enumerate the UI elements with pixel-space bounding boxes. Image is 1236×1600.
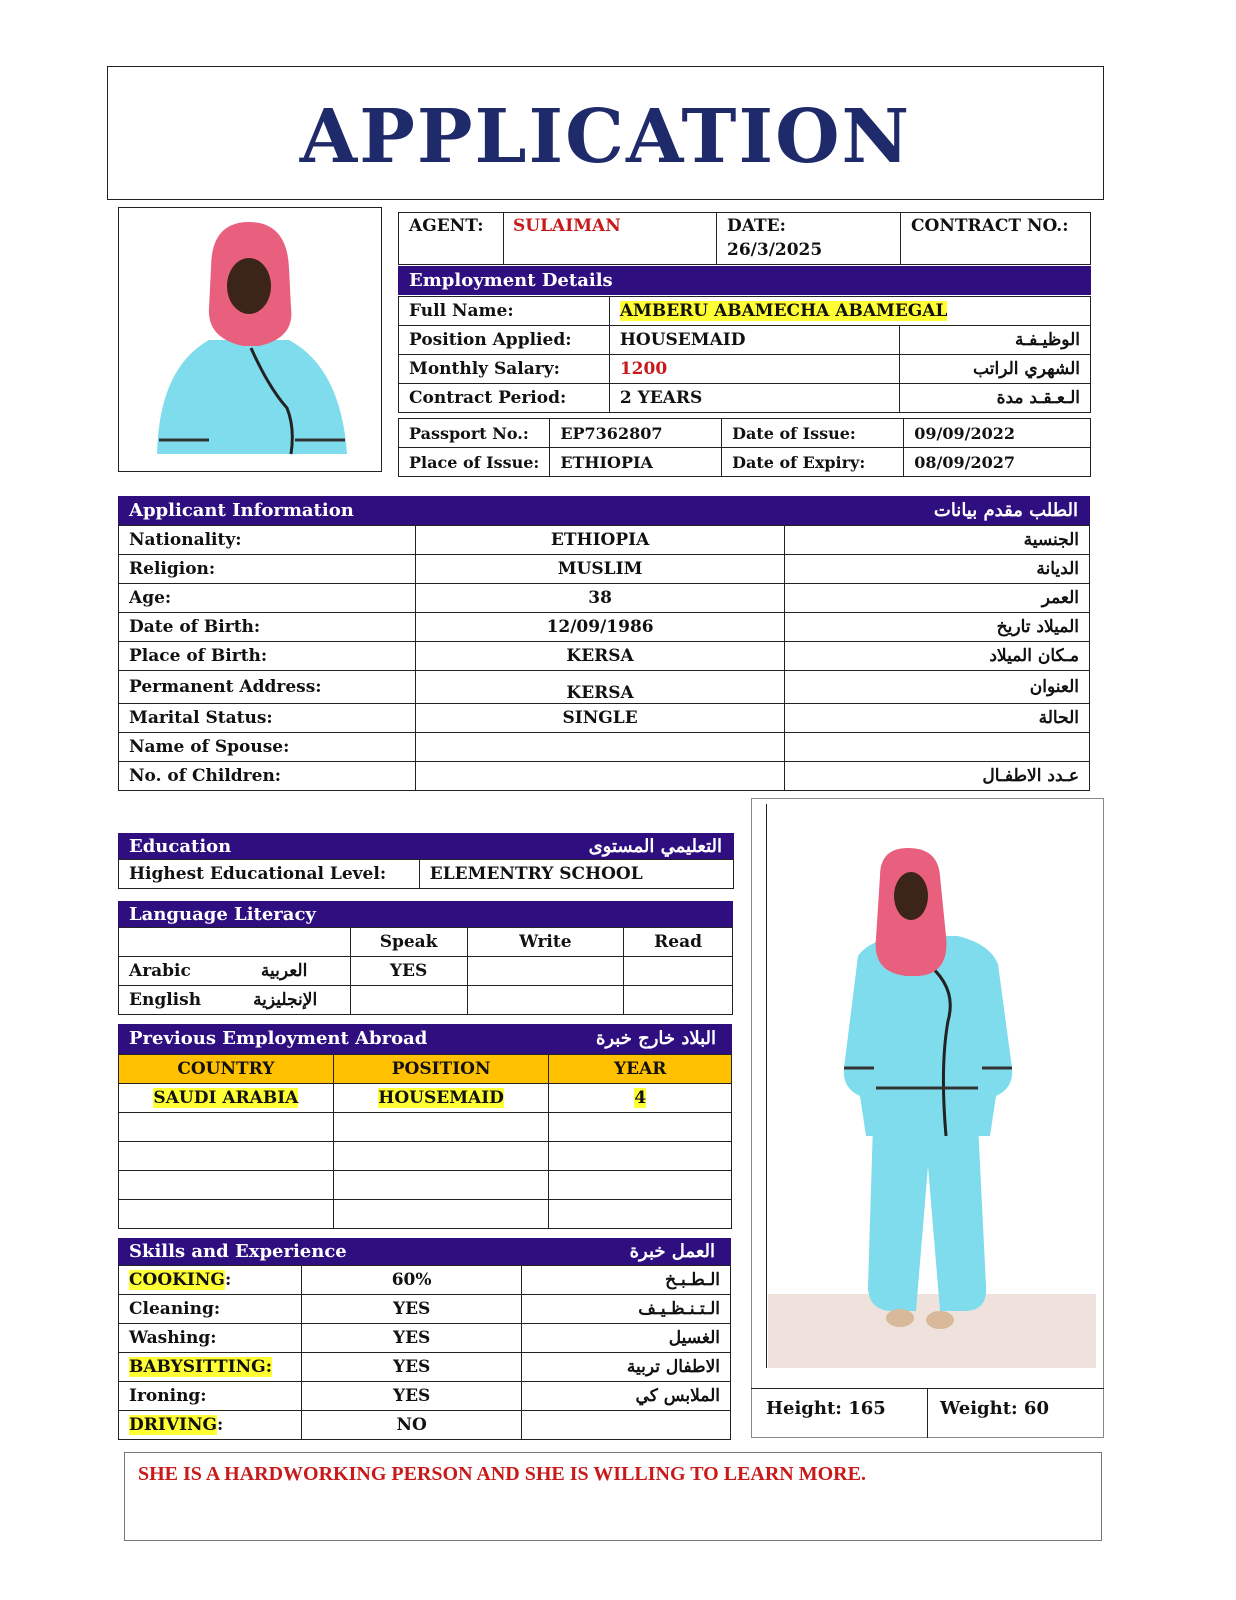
table-row <box>119 1382 731 1411</box>
date-of-issue-value: 09/09/2022 <box>904 419 1091 448</box>
employment-label: Full Name: <box>399 297 610 326</box>
table-row <box>119 762 1090 791</box>
arabic-label: الـطـبـخ <box>522 1266 731 1295</box>
arabic-label: العنوان <box>785 671 1090 704</box>
table-row <box>119 957 733 986</box>
education-table <box>118 859 734 889</box>
previous-employment-header <box>118 1024 732 1054</box>
education-label: Highest Educational Level: <box>119 860 420 889</box>
speak-header: Speak <box>350 928 467 957</box>
employment-header <box>398 266 1091 295</box>
applicant-value: SINGLE <box>415 704 785 733</box>
table-row <box>119 860 734 889</box>
country-value: SAUDI ARABIA <box>153 1088 299 1108</box>
full-body-photo <box>768 806 1096 1368</box>
education-value: ELEMENTRY SCHOOL <box>419 860 733 889</box>
table-row <box>119 1084 732 1113</box>
table-row <box>119 613 1090 642</box>
applicant-label: Marital Status: <box>119 704 416 733</box>
skill-value: YES <box>301 1324 521 1353</box>
table-row <box>119 526 1090 555</box>
date-value: 26/3/2025 <box>727 240 823 260</box>
skill-label: BABYSITTING: <box>129 1357 272 1377</box>
language-header <box>118 901 733 928</box>
arabic-label: عـدد الاطفـال <box>785 762 1090 791</box>
employment-label: Position Applied: <box>399 326 610 355</box>
applicant-label: Date of Birth: <box>119 613 416 642</box>
passport-no-label: Passport No.: <box>399 419 550 448</box>
table-row <box>119 1200 732 1229</box>
table-row <box>399 297 1091 326</box>
read-value <box>624 986 733 1015</box>
place-of-issue-value: ETHIOPIA <box>550 448 722 477</box>
applicant-header <box>118 496 1090 525</box>
headshot-photo <box>118 207 382 472</box>
read-value <box>624 957 733 986</box>
language-name: English <box>129 990 202 1010</box>
skill-label: COOKING <box>129 1270 225 1290</box>
place-of-issue-label: Place of Issue: <box>399 448 550 477</box>
date-label: DATE: <box>727 216 786 236</box>
applicant-value: MUSLIM <box>415 555 785 584</box>
date-of-expiry-label: Date of Expiry: <box>722 448 904 477</box>
skill-value: YES <box>301 1353 521 1382</box>
arabic-label: العمر <box>785 584 1090 613</box>
read-header: Read <box>624 928 733 957</box>
year-cell <box>549 1084 732 1113</box>
position-value: HOUSEMAID <box>609 326 899 355</box>
table-row <box>119 1113 732 1142</box>
skill-label-cell: COOKING: <box>119 1266 302 1295</box>
remarks-text: SHE IS A HARDWORKING PERSON AND SHE IS WILLING TO LEARN MORE. <box>138 1463 866 1485</box>
applicant-value: ETHIOPIA <box>415 526 785 555</box>
applicant-value: 12/09/1986 <box>415 613 785 642</box>
date-of-issue-label: Date of Issue: <box>722 419 904 448</box>
skill-value: 60% <box>301 1266 521 1295</box>
education-header-arabic: التعليمي المستوى <box>588 836 722 857</box>
write-header: Write <box>467 928 624 957</box>
skill-value: YES <box>301 1295 521 1324</box>
country-header: COUNTRY <box>119 1055 334 1084</box>
arabic-label <box>522 1411 731 1440</box>
education-header-label: Education <box>129 836 232 857</box>
applicant-table <box>118 525 1090 791</box>
table-row <box>399 326 1091 355</box>
applicant-value: KERSA <box>415 642 785 671</box>
skill-label: Washing: <box>119 1324 302 1353</box>
applicant-value: KERSA <box>415 671 785 704</box>
speak-value <box>350 986 467 1015</box>
education-header <box>118 833 734 860</box>
applicant-label: Name of Spouse: <box>119 733 416 762</box>
language-table <box>118 927 733 1015</box>
language-name-cell <box>119 957 351 986</box>
table-row <box>399 448 1091 477</box>
country-cell <box>119 1084 334 1113</box>
arabic-label: مـكان الميلاد <box>785 642 1090 671</box>
table-row <box>399 355 1091 384</box>
blank-cell <box>119 928 351 957</box>
speak-value: YES <box>350 957 467 986</box>
table-row <box>119 733 1090 762</box>
arabic-label: الحالة <box>785 704 1090 733</box>
table-row <box>119 642 1090 671</box>
previous-header-arabic: البلاد خارج خبرة <box>595 1028 716 1049</box>
arabic-label: الـعـقـد مدة <box>900 384 1091 413</box>
skills-table <box>118 1265 731 1440</box>
salary-value: 1200 <box>609 355 899 384</box>
employment-header-label: Employment Details <box>409 270 613 291</box>
language-name-arabic: العربية <box>260 961 308 981</box>
remarks-box <box>124 1452 1102 1541</box>
write-value <box>467 986 624 1015</box>
position-cell <box>333 1084 549 1113</box>
table-row <box>119 1142 732 1171</box>
language-name-arabic: الإنجليزية <box>253 990 318 1010</box>
skill-value: YES <box>301 1382 521 1411</box>
employment-table <box>398 296 1091 413</box>
skill-value: NO <box>301 1411 521 1440</box>
table-row <box>119 584 1090 613</box>
applicant-header-arabic: الطلب مقدم بيانات <box>933 500 1078 521</box>
write-value <box>467 957 624 986</box>
year-value: 4 <box>634 1088 647 1108</box>
arabic-label: الوظيـفـة <box>900 326 1091 355</box>
arabic-label: الـتـنـظـيـف <box>522 1295 731 1324</box>
table-row <box>119 1411 731 1440</box>
contract-period-value: 2 YEARS <box>609 384 899 413</box>
table-row <box>119 704 1090 733</box>
table-row <box>119 1055 732 1084</box>
passport-table <box>398 418 1091 477</box>
position-header: POSITION <box>333 1055 549 1084</box>
skill-label-cell: DRIVING: <box>119 1411 302 1440</box>
language-header-label: Language Literacy <box>129 904 316 925</box>
applicant-label: Religion: <box>119 555 416 584</box>
applicant-value <box>415 762 785 791</box>
arabic-label: الغسيل <box>522 1324 731 1353</box>
arabic-label: الشهري الراتب <box>900 355 1091 384</box>
skills-header-arabic: العمل خبرة <box>629 1241 715 1262</box>
table-row <box>119 1171 732 1200</box>
applicant-label: Age: <box>119 584 416 613</box>
table-row <box>119 928 733 957</box>
language-name: Arabic <box>129 961 191 981</box>
applicant-label: Permanent Address: <box>119 671 416 704</box>
arabic-label: الجنسية <box>785 526 1090 555</box>
skill-label: Ironing: <box>119 1382 302 1411</box>
employment-label: Monthly Salary: <box>399 355 610 384</box>
table-row <box>119 1295 731 1324</box>
table-row <box>119 1324 731 1353</box>
full-name-value: AMBERU ABAMECHA ABAMEGAL <box>609 297 1090 326</box>
arabic-label: الديانة <box>785 555 1090 584</box>
arabic-label <box>785 733 1090 762</box>
previous-header-label: Previous Employment Abroad <box>129 1028 428 1049</box>
agent-label: AGENT: <box>409 216 484 236</box>
table-row <box>119 986 733 1015</box>
agent-value: SULAIMAN <box>513 216 621 236</box>
height-value: Height: 165 <box>766 1398 886 1419</box>
year-header: YEAR <box>549 1055 732 1084</box>
skill-label: Cleaning: <box>119 1295 302 1324</box>
skill-label: DRIVING <box>129 1415 218 1435</box>
applicant-header-label: Applicant Information <box>129 500 354 521</box>
table-row <box>119 1353 731 1382</box>
arabic-label: الاطفال تربية <box>522 1353 731 1382</box>
applicant-label: Place of Birth: <box>119 642 416 671</box>
language-name-cell <box>119 986 351 1015</box>
applicant-value <box>415 733 785 762</box>
table-row <box>399 384 1091 413</box>
previous-employment-table <box>118 1054 732 1229</box>
date-of-expiry-value: 08/09/2027 <box>904 448 1091 477</box>
skills-header <box>118 1238 731 1265</box>
table-row <box>119 555 1090 584</box>
weight-value: Weight: 60 <box>940 1398 1049 1419</box>
skills-header-label: Skills and Experience <box>129 1241 347 1262</box>
contract-label: CONTRACT NO.: <box>911 216 1069 236</box>
position-value: HOUSEMAID <box>378 1088 504 1108</box>
arabic-label: الميلاد تاريخ <box>785 613 1090 642</box>
applicant-value: 38 <box>415 584 785 613</box>
employment-label: Contract Period: <box>399 384 610 413</box>
applicant-label: Nationality: <box>119 526 416 555</box>
page-title: APPLICATION <box>299 94 912 180</box>
table-row <box>119 671 1090 704</box>
table-row <box>119 1266 731 1295</box>
applicant-label: No. of Children: <box>119 762 416 791</box>
table-row <box>399 419 1091 448</box>
arabic-label: الملابس كي <box>522 1382 731 1411</box>
passport-no-value: EP7362807 <box>550 419 722 448</box>
skill-label-cell <box>119 1353 302 1382</box>
title-box <box>107 66 1104 200</box>
